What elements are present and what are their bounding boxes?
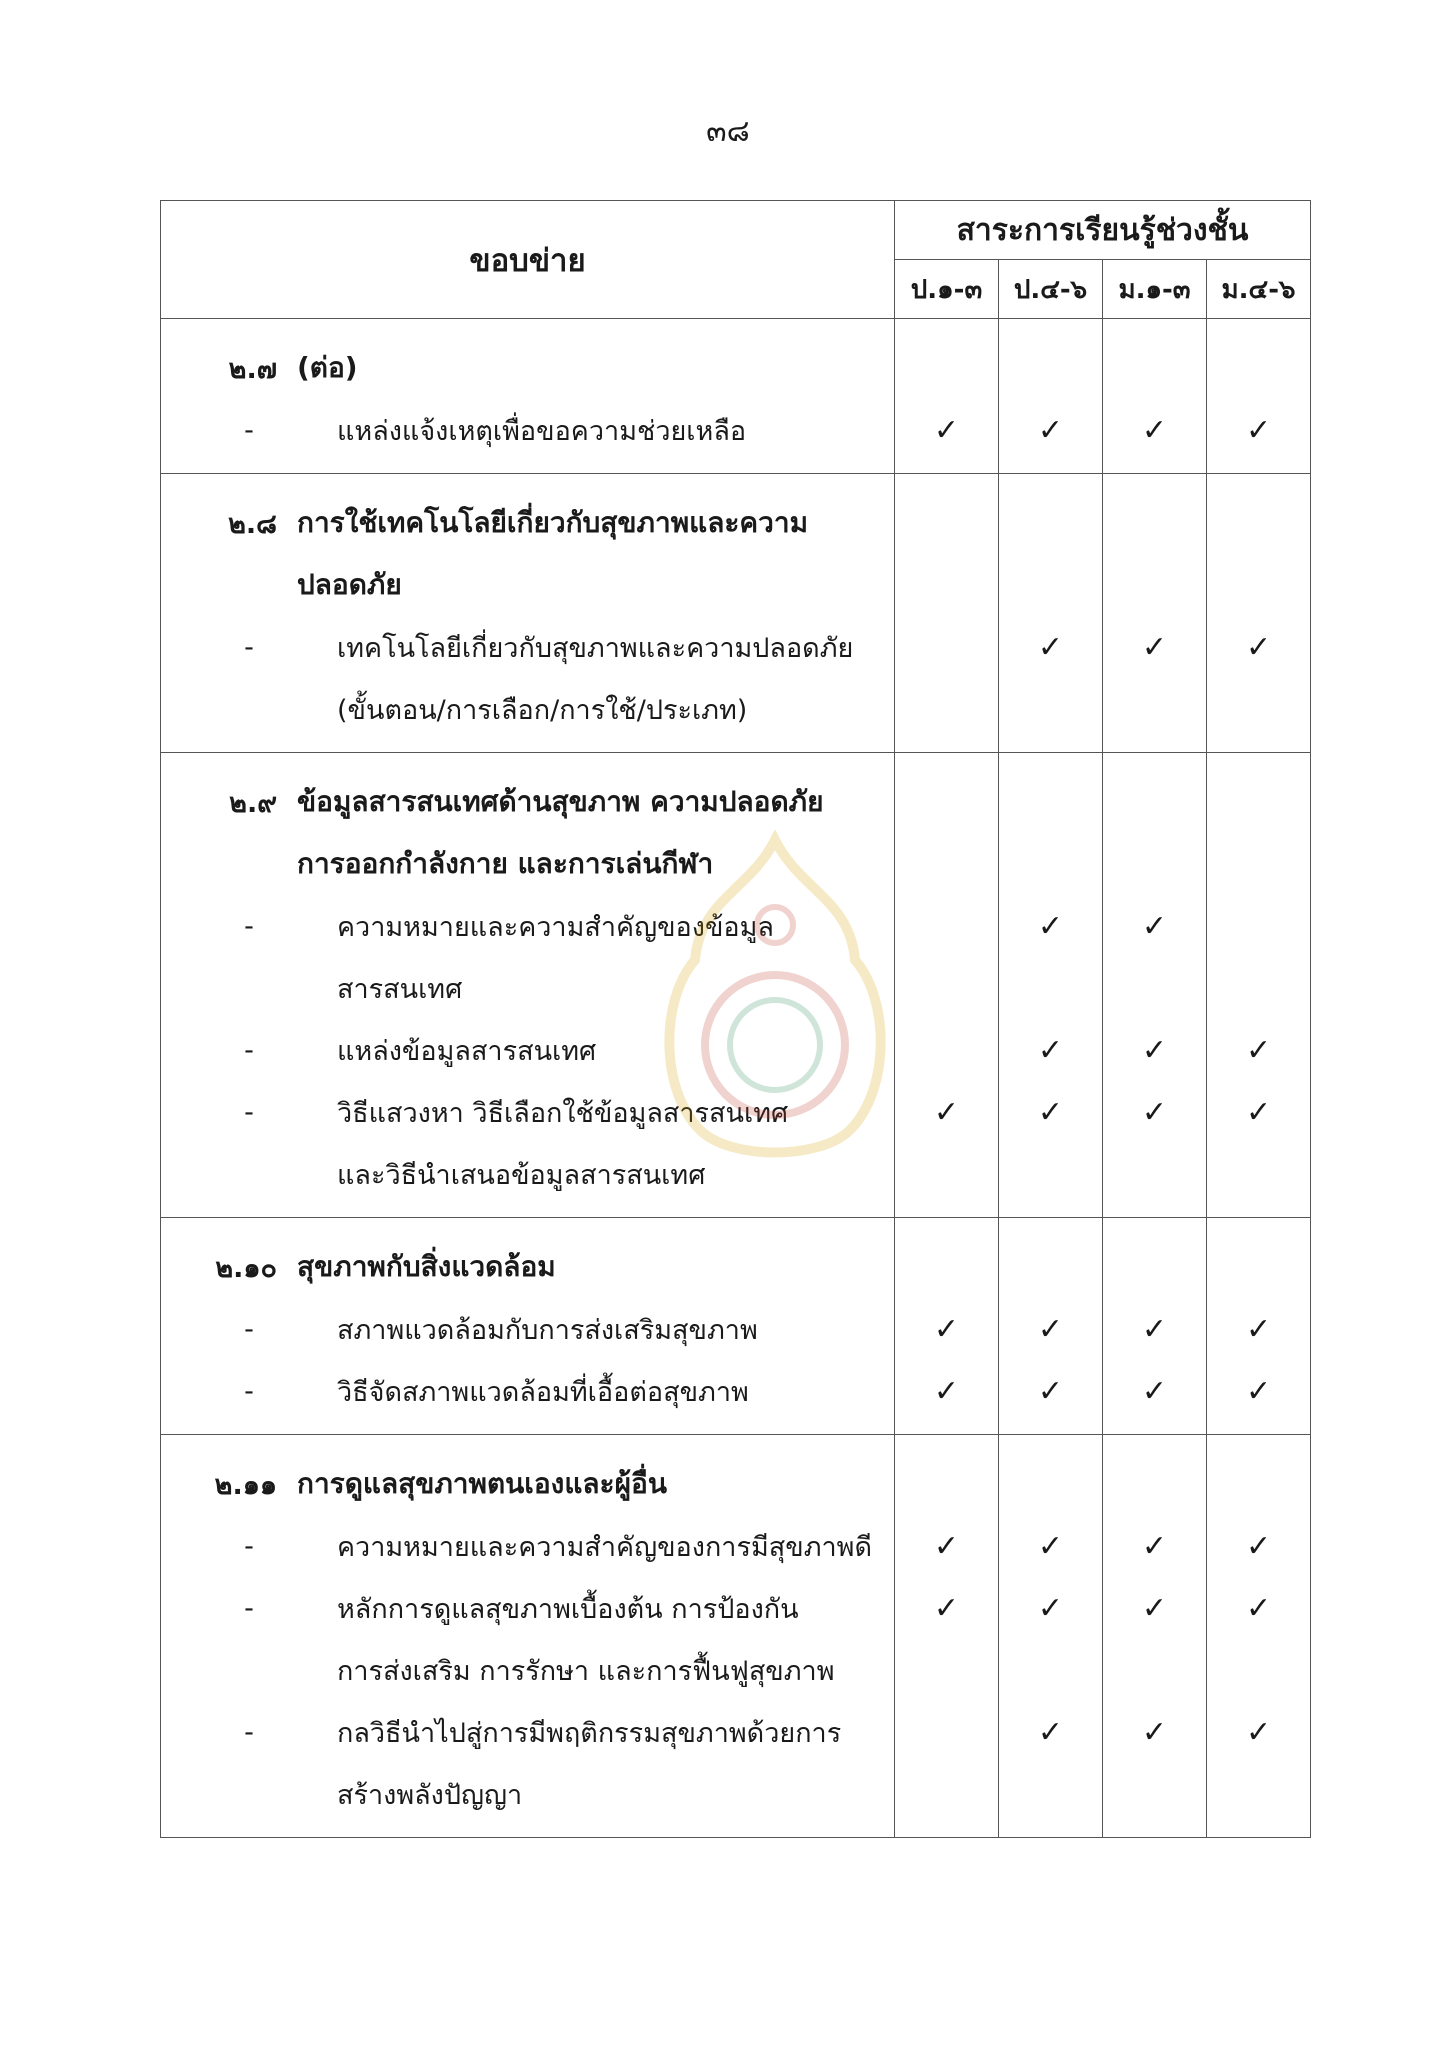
item-line	[161, 678, 884, 740]
item-line	[161, 1639, 884, 1701]
check-mark-icon: ✓	[1141, 1094, 1168, 1130]
empty-mark	[895, 771, 998, 833]
grade-cell	[1207, 474, 1311, 753]
check-mark-icon: ✓	[933, 1590, 960, 1626]
check-mark-icon: ✓	[1245, 1373, 1272, 1409]
empty-mark	[895, 337, 998, 399]
grade-cell	[895, 319, 999, 474]
check-mark-icon: ✓	[1141, 1311, 1168, 1347]
item-text: ความหมายและความสำคัญของการมีสุขภาพดี	[337, 1531, 872, 1563]
item-text: สารสนเทศ	[337, 973, 463, 1005]
item-text: แหล่งแจ้งเหตุเพื่อขอความช่วยเหลือ	[337, 415, 747, 447]
table-body	[161, 319, 1311, 1838]
empty-mark	[895, 833, 998, 895]
empty-mark	[999, 554, 1102, 616]
bullet-dash: -	[244, 910, 254, 942]
item-line	[161, 616, 884, 678]
empty-mark	[1207, 957, 1310, 1019]
grade-cell	[1207, 1435, 1311, 1838]
item-text: และวิธีนำเสนอข้อมูลสารสนเทศ	[337, 1159, 706, 1191]
item-text: วิธีจัดสภาพแวดล้อมที่เอื้อต่อสุขภาพ	[337, 1376, 749, 1408]
bullet-dash: -	[244, 1096, 254, 1128]
grade-cell	[1207, 1218, 1311, 1435]
section-title-line	[161, 492, 884, 554]
empty-mark	[999, 771, 1102, 833]
empty-mark	[895, 492, 998, 554]
item-text: แหล่งข้อมูลสารสนเทศ	[337, 1035, 597, 1067]
section-topic-cell	[161, 753, 895, 1218]
section-title: ข้อมูลสารสนเทศด้านสุขภาพ ความปลอดภัย	[297, 785, 824, 818]
section-topic-cell	[161, 474, 895, 753]
grade-cell	[999, 319, 1103, 474]
section-title-line	[161, 554, 884, 616]
section-number: ๒.๘	[228, 508, 277, 540]
table-row	[161, 1435, 1311, 1838]
check-mark-icon: ✓	[1037, 1094, 1064, 1130]
check-mark-icon: ✓	[1245, 1311, 1272, 1347]
check-mark-icon: ✓	[1245, 1528, 1272, 1564]
grade-cell	[895, 1218, 999, 1435]
empty-mark	[1207, 1453, 1310, 1515]
empty-mark	[1103, 492, 1206, 554]
empty-mark	[999, 492, 1102, 554]
check-mark-icon: ✓	[933, 1311, 960, 1347]
check-mark-icon: ✓	[1037, 1373, 1064, 1409]
page-number: ๓๘	[706, 114, 750, 149]
item-line	[161, 1577, 884, 1639]
check-mark-icon: ✓	[1037, 629, 1064, 665]
section-title-line	[161, 771, 884, 833]
section-number: ๒.๑๐	[215, 1252, 277, 1284]
grade-cell	[1103, 474, 1207, 753]
section-topic-cell	[161, 319, 895, 474]
empty-mark	[895, 957, 998, 1019]
check-mark-icon: ✓	[1245, 1032, 1272, 1068]
grade-cell	[895, 753, 999, 1218]
bullet-dash: -	[244, 1530, 254, 1562]
grade-cell	[1103, 319, 1207, 474]
empty-mark	[1103, 833, 1206, 895]
empty-mark	[895, 678, 998, 740]
check-mark-icon: ✓	[1037, 412, 1064, 448]
empty-mark	[895, 1453, 998, 1515]
item-line	[161, 1143, 884, 1205]
check-mark-icon: ✓	[1141, 412, 1168, 448]
item-line	[161, 399, 884, 461]
check-mark-icon: ✓	[1141, 1373, 1168, 1409]
check-mark-icon: ✓	[933, 1373, 960, 1409]
empty-mark	[895, 1763, 998, 1825]
section-title: (ต่อ)	[297, 351, 358, 384]
empty-mark	[999, 957, 1102, 1019]
header-grade: ม.๑-๓	[1103, 260, 1207, 319]
grade-cell	[999, 753, 1103, 1218]
empty-mark	[1207, 895, 1310, 957]
bullet-dash: -	[244, 1034, 254, 1066]
check-mark-icon: ✓	[1245, 629, 1272, 665]
empty-mark	[1207, 1143, 1310, 1205]
check-mark-icon: ✓	[933, 412, 960, 448]
empty-mark	[1207, 678, 1310, 740]
table-row	[161, 474, 1311, 753]
empty-mark	[895, 1236, 998, 1298]
empty-mark	[1103, 957, 1206, 1019]
check-mark-icon: ✓	[1245, 1590, 1272, 1626]
item-text: (ขั้นตอน/การเลือก/การใช้/ประเภท)	[337, 694, 748, 726]
grade-cell	[999, 1435, 1103, 1838]
check-mark-icon: ✓	[1037, 908, 1064, 944]
check-mark-icon: ✓	[1037, 1311, 1064, 1347]
check-mark-icon: ✓	[1245, 1714, 1272, 1750]
item-line	[161, 1081, 884, 1143]
item-line	[161, 1701, 884, 1763]
empty-mark	[1207, 1639, 1310, 1701]
empty-mark	[1207, 771, 1310, 833]
bullet-dash: -	[244, 1592, 254, 1624]
empty-mark	[1103, 678, 1206, 740]
item-text: กลวิธีนำไปสู่การมีพฤติกรรมสุขภาพด้วยการ	[337, 1717, 842, 1749]
grade-cell	[1103, 1435, 1207, 1838]
empty-mark	[895, 1019, 998, 1081]
section-title: สุขภาพกับสิ่งแวดล้อม	[297, 1250, 556, 1283]
item-line	[161, 1298, 884, 1360]
check-mark-icon: ✓	[933, 1094, 960, 1130]
empty-mark	[999, 1236, 1102, 1298]
section-number: ๒.๑๑	[214, 1469, 277, 1501]
item-line	[161, 957, 884, 1019]
item-line	[161, 1763, 884, 1825]
empty-mark	[999, 833, 1102, 895]
empty-mark	[1103, 771, 1206, 833]
item-text: ความหมายและความสำคัญของข้อมูล	[337, 911, 774, 943]
check-mark-icon: ✓	[1037, 1528, 1064, 1564]
section-topic-cell	[161, 1435, 895, 1838]
check-mark-icon: ✓	[1037, 1714, 1064, 1750]
header-grade: ป.๔-๖	[999, 260, 1103, 319]
item-text: วิธีแสวงหา วิธีเลือกใช้ข้อมูลสารสนเทศ	[337, 1097, 789, 1129]
check-mark-icon: ✓	[1141, 629, 1168, 665]
empty-mark	[999, 1763, 1102, 1825]
grade-cell	[999, 1218, 1103, 1435]
empty-mark	[999, 1143, 1102, 1205]
empty-mark	[895, 895, 998, 957]
check-mark-icon: ✓	[1037, 1590, 1064, 1626]
header-grade-group: สาระการเรียนรู้ช่วงชั้น	[895, 201, 1311, 260]
check-mark-icon: ✓	[1141, 1528, 1168, 1564]
item-line	[161, 895, 884, 957]
empty-mark	[1103, 554, 1206, 616]
empty-mark	[1207, 1763, 1310, 1825]
bullet-dash: -	[244, 1313, 254, 1345]
check-mark-icon: ✓	[1037, 1032, 1064, 1068]
empty-mark	[1207, 492, 1310, 554]
bullet-dash: -	[244, 1716, 254, 1748]
grade-cell	[895, 1435, 999, 1838]
section-number: ๒.๙	[229, 787, 277, 819]
header-grade: ป.๑-๓	[895, 260, 999, 319]
section-title: การดูแลสุขภาพตนเองและผู้อื่น	[297, 1467, 667, 1500]
empty-mark	[1103, 1763, 1206, 1825]
grade-cell	[895, 474, 999, 753]
item-line	[161, 1360, 884, 1422]
empty-mark	[999, 678, 1102, 740]
check-mark-icon: ✓	[1141, 1032, 1168, 1068]
check-mark-icon: ✓	[1245, 1094, 1272, 1130]
grade-cell	[999, 474, 1103, 753]
empty-mark	[1207, 833, 1310, 895]
item-text: การส่งเสริม การรักษา และการฟื้นฟูสุขภาพ	[337, 1655, 835, 1687]
section-title: การใช้เทคโนโลยีเกี่ยวกับสุขภาพและความ	[297, 506, 809, 539]
section-title: การออกกำลังกาย และการเล่นกีฬา	[297, 847, 714, 880]
table-row	[161, 319, 1311, 474]
empty-mark	[999, 1453, 1102, 1515]
section-title: ปลอดภัย	[297, 568, 402, 601]
empty-mark	[895, 554, 998, 616]
check-mark-icon: ✓	[933, 1528, 960, 1564]
empty-mark	[1207, 337, 1310, 399]
empty-mark	[895, 616, 998, 678]
table-row	[161, 753, 1311, 1218]
bullet-dash: -	[244, 414, 254, 446]
item-line	[161, 1019, 884, 1081]
check-mark-icon: ✓	[1245, 412, 1272, 448]
section-title-line	[161, 833, 884, 895]
item-line	[161, 1515, 884, 1577]
item-text: เทคโนโลยีเกี่ยวกับสุขภาพและความปลอดภัย	[337, 632, 854, 664]
header-topic: ขอบข่าย	[161, 201, 895, 319]
header-grade: ม.๔-๖	[1207, 260, 1311, 319]
section-title-line	[161, 1453, 884, 1515]
item-text: สภาพแวดล้อมกับการส่งเสริมสุขภาพ	[337, 1314, 758, 1346]
section-title-line	[161, 337, 884, 399]
empty-mark	[1207, 554, 1310, 616]
empty-mark	[1103, 1143, 1206, 1205]
bullet-dash: -	[244, 1375, 254, 1407]
section-title-line	[161, 1236, 884, 1298]
bullet-dash: -	[244, 631, 254, 663]
empty-mark	[999, 1639, 1102, 1701]
empty-mark	[895, 1701, 998, 1763]
section-number: ๒.๗	[228, 353, 277, 385]
empty-mark	[895, 1639, 998, 1701]
check-mark-icon: ✓	[1141, 1714, 1168, 1750]
item-text: หลักการดูแลสุขภาพเบื้องต้น การป้องกัน	[337, 1593, 799, 1625]
empty-mark	[1103, 337, 1206, 399]
scope-table	[160, 200, 1311, 1838]
empty-mark	[1103, 1236, 1206, 1298]
item-text: สร้างพลังปัญญา	[337, 1779, 523, 1811]
grade-cell	[1103, 753, 1207, 1218]
empty-mark	[895, 1143, 998, 1205]
grade-cell	[1207, 753, 1311, 1218]
table-row	[161, 1218, 1311, 1435]
empty-mark	[1103, 1453, 1206, 1515]
empty-mark	[999, 337, 1102, 399]
check-mark-icon: ✓	[1141, 908, 1168, 944]
grade-cell	[1103, 1218, 1207, 1435]
empty-mark	[1103, 1639, 1206, 1701]
grade-cell	[1207, 319, 1311, 474]
check-mark-icon: ✓	[1141, 1590, 1168, 1626]
empty-mark	[1207, 1236, 1310, 1298]
section-topic-cell	[161, 1218, 895, 1435]
